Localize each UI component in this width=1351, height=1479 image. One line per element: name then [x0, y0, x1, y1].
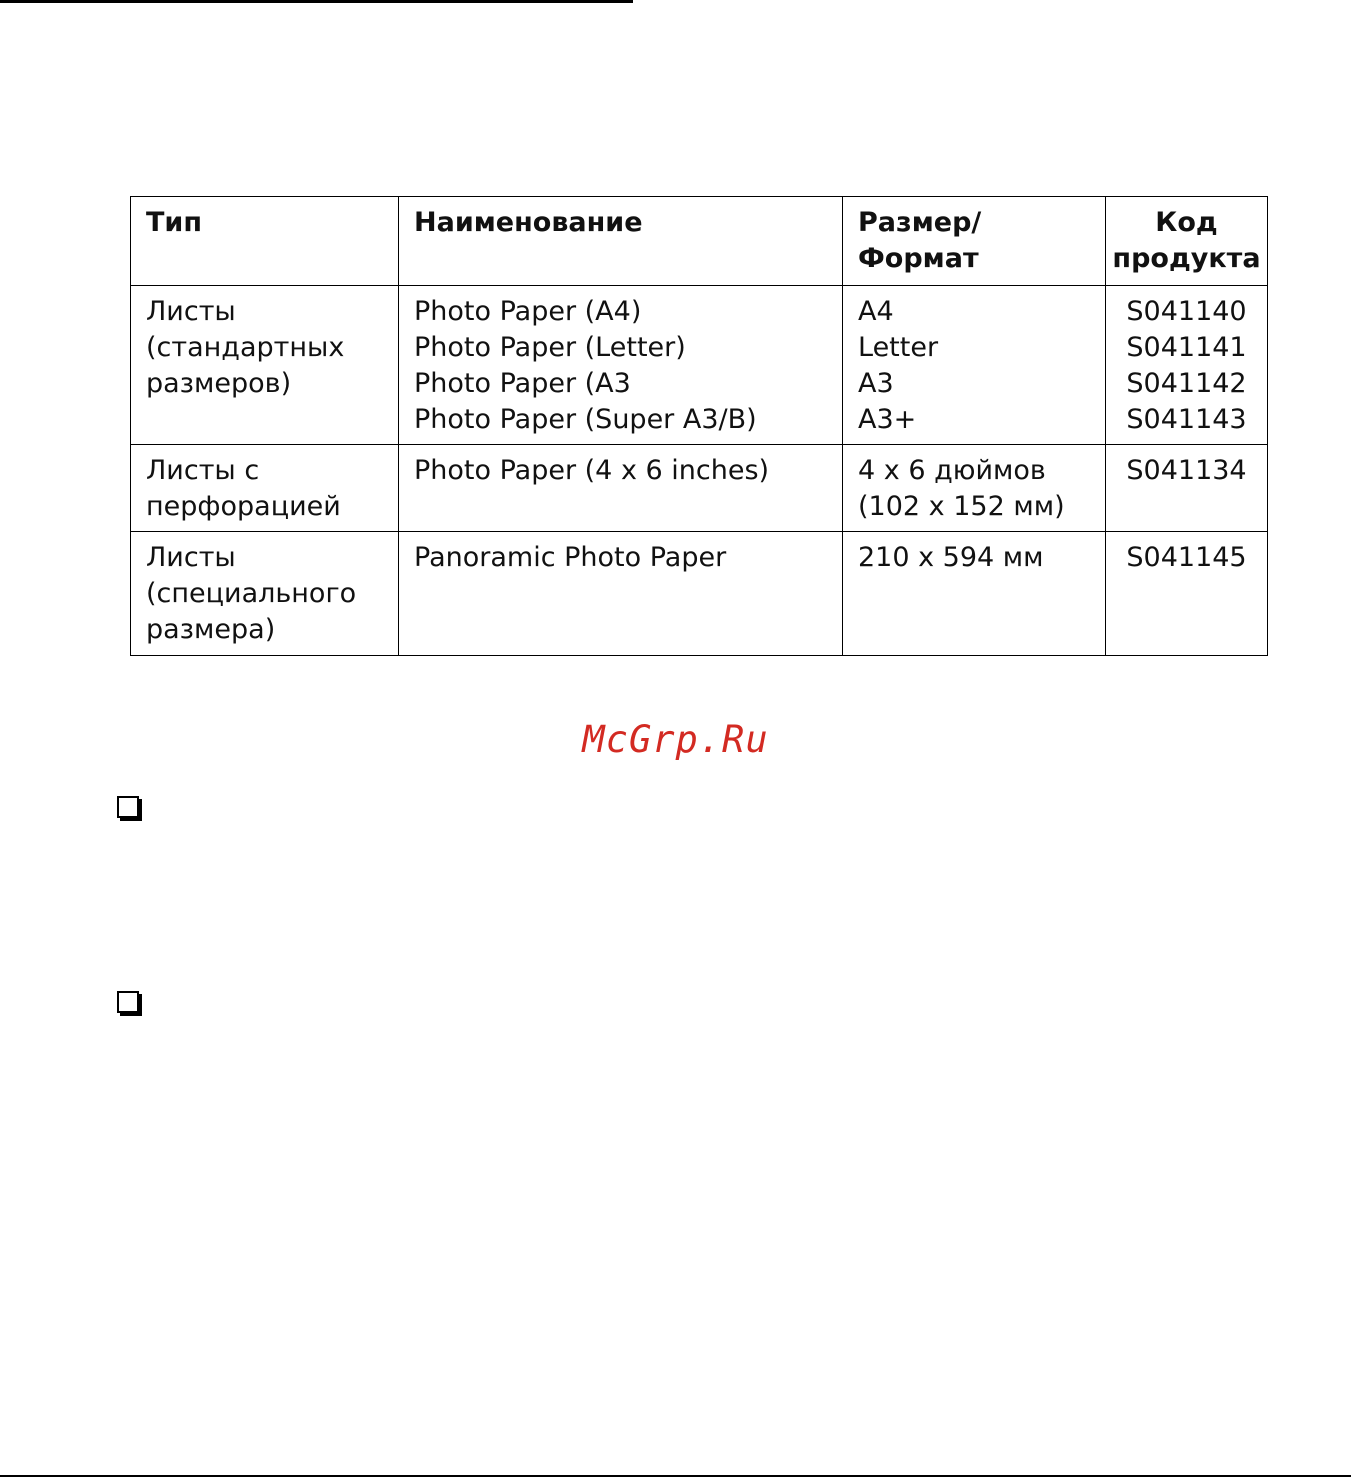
table-header-row [131, 197, 1268, 286]
cell-type: Листы (стандартных размеров) [131, 286, 399, 445]
cell-code: S041145 [1106, 532, 1268, 656]
cell-type: Листы с перфорацией [131, 445, 399, 532]
header-name: Наименование [399, 197, 843, 286]
cell-code: S041140 S041141 S041142 S041143 [1106, 286, 1268, 445]
cell-size: A4 Letter A3 A3+ [843, 286, 1106, 445]
cell-type: Листы (специального размера) [131, 532, 399, 656]
checkbox-bullet-icon [117, 796, 139, 818]
media-table [130, 196, 1268, 656]
cell-name: Panoramic Photo Paper [399, 532, 843, 656]
cell-size: 210 x 594 мм [843, 532, 1106, 656]
table-row [131, 532, 1268, 656]
cell-name: Photo Paper (A4) Photo Paper (Letter) Photo Paper (A3 Photo Paper (Super A3/B) [399, 286, 843, 445]
table-row [131, 286, 1268, 445]
cell-size: 4 x 6 дюймов (102 x 152 мм) [843, 445, 1106, 532]
header-size: Размер/ Формат [843, 197, 1106, 286]
watermark: McGrp.Ru [582, 718, 769, 761]
cell-code: S041134 [1106, 445, 1268, 532]
checkbox-bullet-icon [117, 991, 139, 1013]
table-row [131, 445, 1268, 532]
header-type: Тип [131, 197, 399, 286]
header-code: Код продукта [1106, 197, 1268, 286]
top-rule [0, 0, 633, 3]
cell-name: Photo Paper (4 x 6 inches) [399, 445, 843, 532]
bottom-rule [0, 1475, 1351, 1477]
